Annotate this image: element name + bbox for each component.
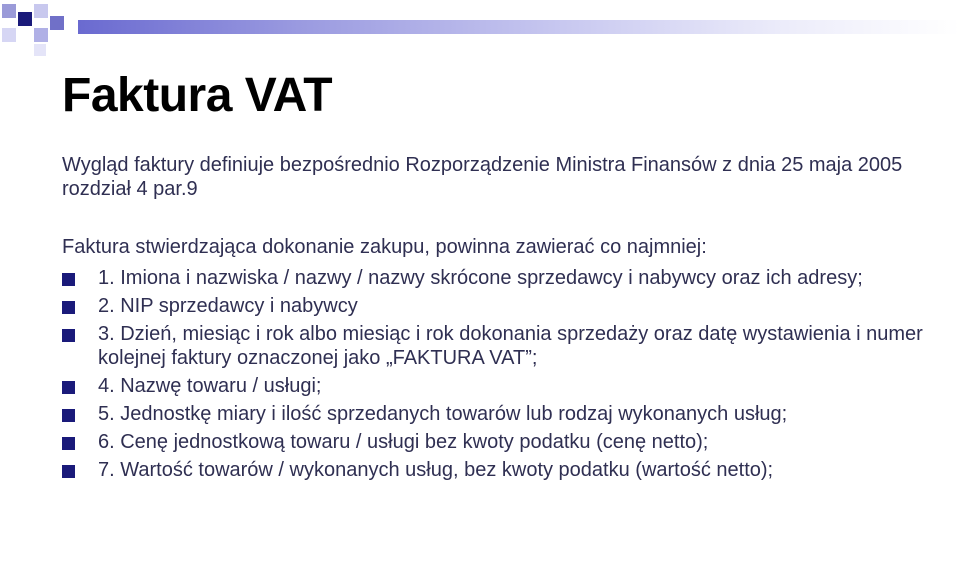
list-item	[62, 322, 932, 370]
lead-text: Faktura stwierdzająca dokonanie zakupu, powinna zawierać co najmniej:	[62, 236, 707, 258]
list-item-text: 7. Wartość towarów / wykonanych usług, bez kwoty podatku (wartość netto);	[98, 459, 774, 481]
list-item	[62, 458, 932, 482]
square-bullet-icon	[62, 437, 75, 450]
square-bullet-icon	[62, 329, 75, 342]
requirements-list	[62, 266, 932, 482]
list-item	[62, 294, 932, 318]
list-item	[62, 402, 932, 426]
list-item-text: 1. Imiona i nazwiska / nazwy / nazwy skrócone sprzedawcy i nabywcy oraz ich adresy;	[98, 267, 863, 289]
square-bullet-icon	[62, 273, 75, 286]
list-item-text: 4. Nazwę towaru / usługi;	[98, 375, 322, 397]
list-item-text: 5. Jednostkę miary i ilość sprzedanych towarów lub rodzaj wykonanych usług;	[98, 403, 788, 425]
square-bullet-icon	[62, 409, 75, 422]
square-bullet-icon	[62, 465, 75, 478]
slide-title: Faktura VAT	[62, 69, 333, 122]
list-item-text: 3. Dzień, miesiąc i rok albo miesiąc i rok dokonania sprzedaży oraz datę wystawienia i numer kolejnej faktury oznaczonej jako „FAKTURA VAT”;	[98, 323, 923, 369]
corner-squares-icon	[0, 0, 78, 58]
header-band	[78, 20, 960, 34]
intro-text: Wygląd faktury definiuje bezpośrednio Rozporządzenie Ministra Finansów z dnia 25 maja 2005 rozdział 4 par.9	[62, 154, 903, 200]
list-item-text: 6. Cenę jednostkową towaru / usługi bez kwoty podatku (cenę netto);	[98, 431, 709, 453]
list-item	[62, 266, 932, 290]
square-bullet-icon	[62, 301, 75, 314]
list-item	[62, 374, 932, 398]
list-item-text: 2. NIP sprzedawcy i nabywcy	[98, 295, 358, 317]
list-item	[62, 430, 932, 454]
square-bullet-icon	[62, 381, 75, 394]
